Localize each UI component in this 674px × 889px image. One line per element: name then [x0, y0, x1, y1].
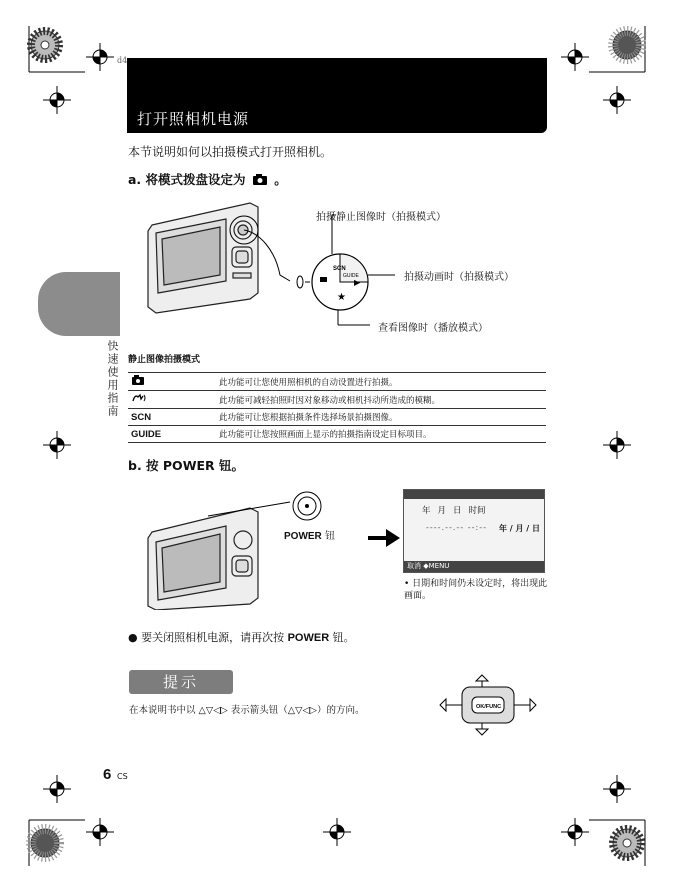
date-headers: 年 月 日 时间 — [422, 506, 486, 516]
svg-text:GUIDE: GUIDE — [343, 273, 359, 279]
camera-icon — [252, 173, 268, 185]
table-row — [128, 409, 546, 426]
callout-still: 拍摄静止图像时（拍摄模式） — [316, 212, 446, 223]
step-b: b. 按 POWER 钮。 — [128, 458, 244, 473]
camera-icon — [131, 375, 145, 385]
arrow-pad-diagram — [432, 667, 542, 743]
mode-desc: 此功能可让您使用照相机的自动设置进行拍摄。 — [216, 373, 546, 391]
date-screen — [403, 489, 545, 573]
crosshair — [561, 43, 589, 71]
color-wheel — [31, 31, 59, 59]
date-format: 年 / 月 / 日 — [499, 524, 540, 533]
table-row — [128, 426, 546, 443]
power-label: POWER 钮 — [284, 531, 335, 542]
svg-text:▶: ▶ — [354, 278, 361, 287]
side-tab — [38, 272, 120, 336]
svg-text:★: ★ — [337, 292, 346, 303]
mode-desc: 此功能可减轻拍照时因对象移动或相机抖动所造成的模糊。 — [216, 391, 546, 409]
step-a-suffix: 。 — [274, 172, 287, 187]
crosshair — [603, 775, 631, 803]
tips-text: 在本说明书中以 △▽◁▷ 表示箭头钮（△▽◁▷）的方向。 — [129, 705, 365, 716]
table-row — [128, 391, 546, 409]
table-row — [128, 373, 546, 391]
section-title: 打开照相机电源 — [137, 110, 250, 128]
crosshair — [43, 86, 71, 114]
hand-shake-icon — [131, 393, 147, 403]
page-number: 6 — [103, 766, 112, 783]
tips-label: 提示 — [129, 670, 233, 694]
crosshair — [43, 775, 71, 803]
mode-dial — [312, 254, 368, 310]
step-a — [128, 170, 287, 188]
mode-desc: 此功能可让您根据拍摄条件选择场景拍摄图像。 — [216, 409, 546, 426]
modes-table — [128, 372, 546, 443]
page-code: d4 — [117, 56, 128, 65]
crosshair — [603, 431, 631, 459]
mode-label: SCN — [128, 409, 216, 426]
crosshair — [603, 86, 631, 114]
power-off-text: ● 要关闭照相机电源，请再次按 POWER 钮。 — [128, 631, 355, 644]
crosshair — [86, 43, 114, 71]
date-placeholder: ----.--.-- --:-- — [426, 523, 487, 532]
crosshair — [323, 818, 351, 846]
step-a-text: a. 将模式拨盘设定为 — [128, 172, 246, 187]
crosshair — [86, 818, 114, 846]
mode-desc: 此功能可让您按照画面上显示的拍摄指南设定目标项目。 — [216, 426, 546, 443]
color-wheel — [613, 31, 641, 59]
side-tab-label: 快速使用指南 — [106, 340, 119, 418]
page-suffix: CS — [117, 772, 128, 781]
crosshair — [561, 818, 589, 846]
callout-movie: 拍摄动画时（拍摄模式） — [404, 272, 514, 283]
note-text: • 日期和时间仍未设定时，将出现此画面。 — [404, 579, 548, 601]
ok-func-label: OK/FUNC — [476, 704, 502, 710]
mode-label: GUIDE — [128, 426, 216, 443]
svg-text:SCN: SCN — [333, 266, 346, 272]
camera-power-illustration — [140, 490, 410, 610]
crosshair — [43, 431, 71, 459]
modes-heading: 静止图像拍摄模式 — [128, 355, 201, 365]
color-wheel — [613, 829, 641, 857]
screen-footer: 取消 ◆MENU — [404, 561, 544, 572]
callout-view: 查看图像时（播放模式） — [378, 323, 488, 334]
color-wheel — [31, 829, 59, 857]
intro-text: 本节说明如何以拍摄模式打开照相机。 — [128, 145, 333, 159]
